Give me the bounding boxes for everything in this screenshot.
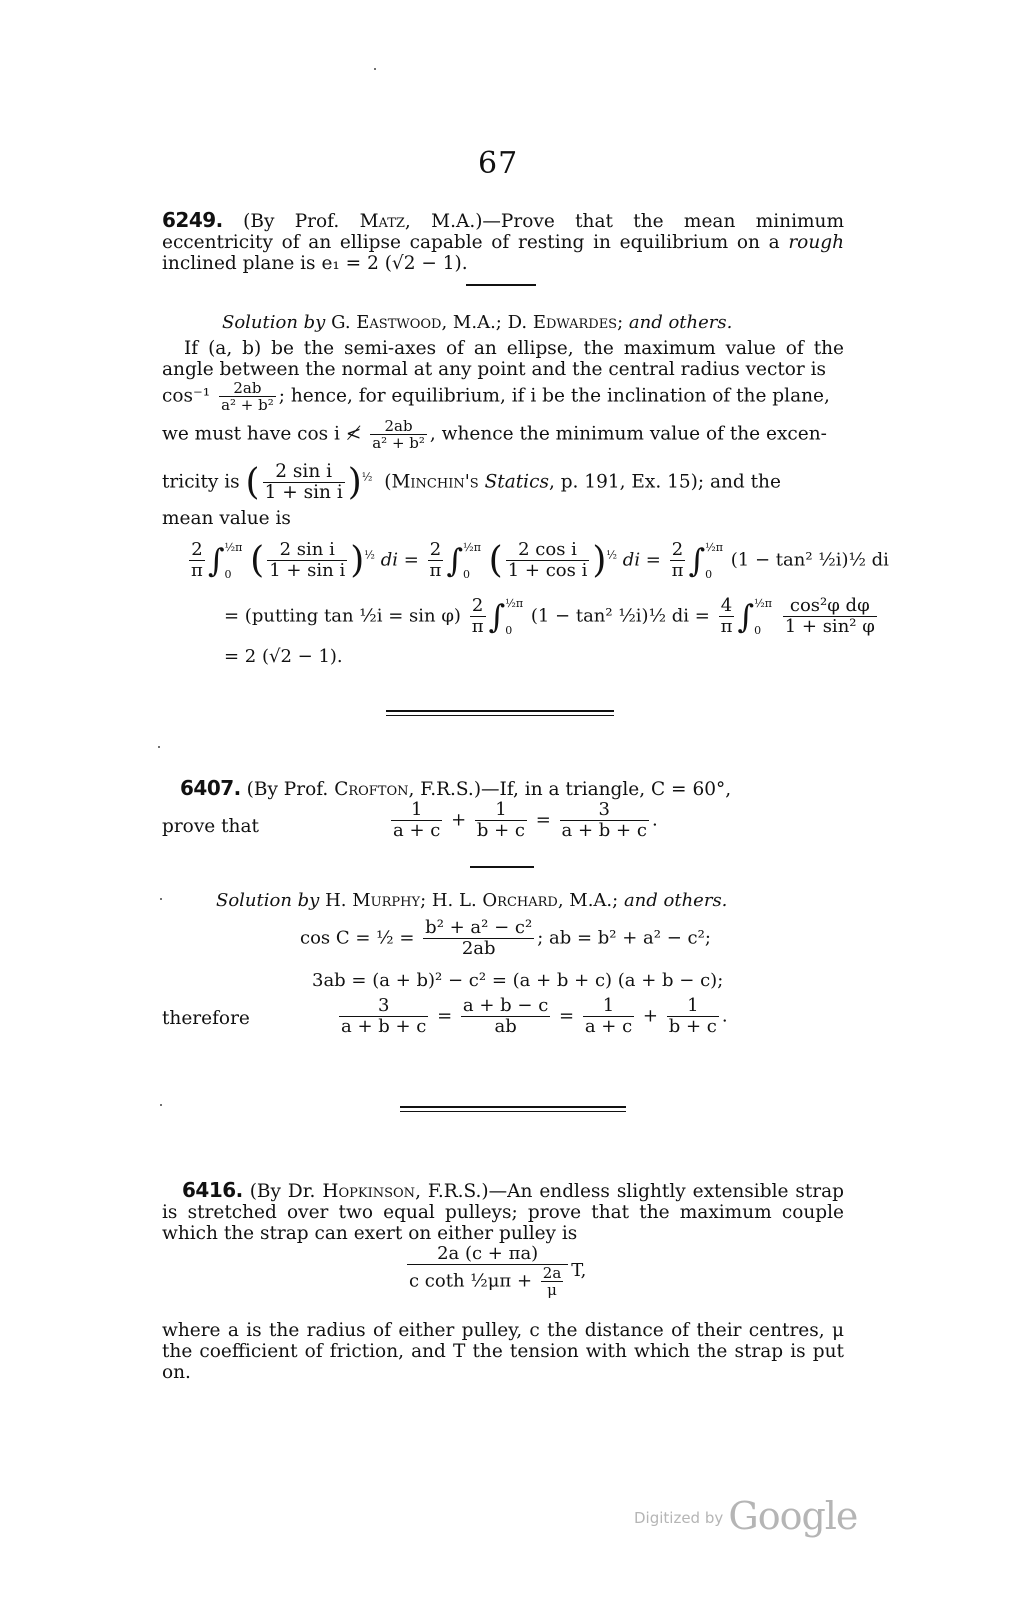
- author-name: Matz: [359, 211, 405, 232]
- integral-sign-icon: ∫: [688, 541, 706, 580]
- integral-equation-1: $\frac{2}{\pi}$ ∫ ½π 0 ( $\frac{\text{2 sin i}}{\text{1 + sin i}}$ )$^{\frac{1}{2}}$ di = $\frac{2}{\pi}$ ∫ ½π 0 ( $\frac{\text{2 cos i}}{\text{1 + cos i}}$ )$^{\frac{1}{2}}$ di = $\frac{2}{\pi}$ ∫ ½π 0 (1 − tan² ½i)½ di: [191, 539, 889, 581]
- speck: [374, 68, 376, 70]
- speck: [160, 898, 162, 900]
- fraction: $\frac{2ab}{\text{a² + b²}}$: [221, 379, 274, 414]
- integral-sign-icon: ∫: [446, 541, 464, 580]
- problem-6249-statement: 6249. (By Prof. Matz, M.A.)—Prove that the mean minimum eccentricity of an ellipse capable of resting in equilibrium on a rough inclined plane is e₁ = 2 (√2 − 1).: [162, 208, 844, 274]
- google-watermark: Digitized by Google: [634, 1494, 858, 1538]
- integral-result: = 2 (√2 − 1).: [224, 646, 343, 667]
- mean-value-line: mean value is: [162, 508, 291, 529]
- problem-6416-statement: 6416. (By Dr. Hopkinson, F.R.S.)—An endless slightly extensible strap is stretched over two equal pulleys; prove that the maximum couple which the strap can exert on either pulley is: [162, 1178, 844, 1244]
- fraction: $\frac{\text{2 sin i}}{\text{1 + sin i}}$: [264, 461, 343, 503]
- short-rule: [470, 866, 534, 868]
- solution-heading: Solution by H. Murphy; H. L. Orchard, M.A.; and others.: [216, 890, 728, 911]
- closing-paragraph: where a is the radius of either pulley, c the distance of their centres, μ the coefficient of friction, and T the tension with which the strap is put on.: [162, 1320, 844, 1383]
- problem-6407-statement: 6407. (By Prof. Crofton, F.R.S.)—If, in a triangle, C = 60°,: [180, 776, 732, 800]
- author-name: Hopkinson: [322, 1181, 416, 1202]
- must-have-line: we must have cos i ≮ $\frac{2ab}{\text{a² + b²}}$ , whence the minimum value of the excen-: [162, 417, 827, 452]
- integral-sign-icon: ∫: [737, 597, 755, 636]
- speck: [160, 1104, 162, 1106]
- couple-formula: 2a (c + πa) c coth ½μπ + $\frac{2a}{\mu}$ T,: [409, 1243, 587, 1299]
- tricity-line: tricity is ( $\frac{\text{2 sin i}}{\text{1 + sin i}}$ )$^{\frac{1}{2}}$ (Minchin's Statics, p. 191, Ex. 15); and the: [162, 461, 781, 503]
- integral-equation-2: = (putting tan ½i = sin φ) $\frac{2}{\pi}$ ∫ ½π 0 (1 − tan² ½i)½ di = $\frac{4}{\pi}$ ∫ ½π 0 $\frac{\text{cos²φ dφ}}{\text{1 + sin² φ}}$: [224, 595, 875, 637]
- cos-c-line: cos C = ½ = $\frac{\text{b² + a² − c²}}{2ab}$ ; ab = b² + a² − c²;: [300, 917, 711, 959]
- page-number: 67: [478, 146, 519, 181]
- problem-number: 6407.: [180, 776, 241, 800]
- expansion-line: 3ab = (a + b)² − c² = (a + b + c) (a + b − c);: [312, 970, 724, 991]
- solution-heading: Solution by G. Eastwood, M.A.; D. Edwardes; and others.: [222, 312, 733, 333]
- problem-number: 6416.: [182, 1178, 243, 1202]
- prove-that-label: prove that: [162, 816, 259, 837]
- problem-number: 6249.: [162, 208, 223, 232]
- integral-sign-icon: ∫: [488, 597, 506, 636]
- therefore-label: therefore: [162, 1008, 250, 1029]
- section-divider: [386, 710, 614, 716]
- cos-inverse-line: cos⁻¹ $\frac{2ab}{\text{a² + b²}}$ ; hence, for equilibrium, if i be the inclination of the plane,: [162, 379, 830, 414]
- integral-sign-icon: ∫: [207, 541, 225, 580]
- short-rule: [466, 284, 536, 286]
- section-divider: [400, 1106, 626, 1112]
- formula: e₁ = 2 (√2 − 1).: [321, 253, 468, 274]
- solution-paragraph: If (a, b) be the semi-axes of an ellipse, the maximum value of the angle between the normal at any point and the central radius vector is: [162, 338, 844, 380]
- speck: [158, 746, 160, 748]
- google-logo: Google: [728, 1494, 858, 1538]
- author-name: Crofton: [334, 779, 409, 800]
- conclusion-equation: $\frac{3}{a + b + c}$ = $\frac{a + b - c}{ab}$ = $\frac{1}{a + c}$ + $\frac{1}{b + c}$ .: [341, 995, 728, 1037]
- triangle-identity: $\frac{1}{a + c}$ + $\frac{1}{b + c}$ = $\frac{3}{a + b + c}$ .: [393, 799, 658, 841]
- fraction: $\frac{2ab}{\text{a² + b²}}$: [372, 417, 425, 452]
